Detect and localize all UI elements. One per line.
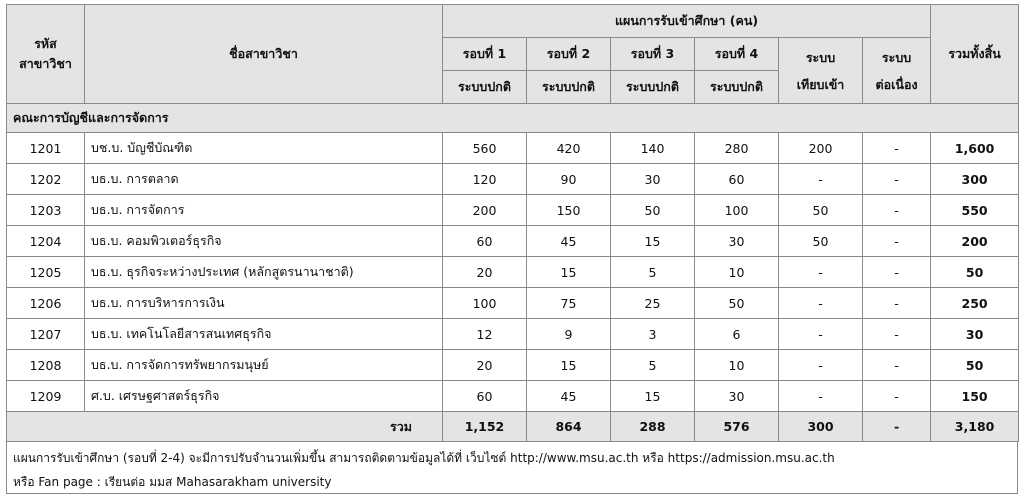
row-round-2: 420: [527, 133, 611, 164]
row-name: ศ.บ. เศรษฐศาสตร์ธุรกิจ: [85, 381, 443, 412]
header-code-line2: สาขาวิชา: [19, 56, 72, 71]
row-round-1: 100: [443, 288, 527, 319]
row-continuing: -: [863, 133, 931, 164]
row-round-4: 6: [695, 319, 779, 350]
header-round-2: รอบที่ 2: [527, 38, 611, 71]
row-round-3: 3: [611, 319, 695, 350]
header-plan: แผนการรับเข้าศึกษา (คน): [443, 5, 931, 38]
row-round-2: 90: [527, 164, 611, 195]
row-continuing: -: [863, 350, 931, 381]
row-continuing: -: [863, 164, 931, 195]
header-transfer-bottom: เทียบเข้า: [796, 76, 845, 92]
sum-label: รวม: [7, 412, 443, 442]
table-row: [7, 226, 1019, 257]
table-row: [7, 133, 1019, 164]
row-round-3: 5: [611, 257, 695, 288]
header-continuing-top: ระบบ: [881, 49, 912, 65]
sum-round-4: 576: [695, 412, 779, 442]
row-total: 30: [931, 319, 1019, 350]
row-name: บธ.บ. ธุรกิจระหว่างประเทศ (หลักสูตรนานาชาติ): [85, 257, 443, 288]
header-round-3-system: ระบบปกติ: [611, 71, 695, 104]
row-round-1: 120: [443, 164, 527, 195]
sum-total: 3,180: [931, 412, 1019, 442]
row-round-2: 150: [527, 195, 611, 226]
header-continuing-bottom: ต่อเนื่อง: [875, 76, 918, 92]
row-round-4: 30: [695, 381, 779, 412]
header-transfer: [779, 38, 863, 104]
sum-round-1: 1,152: [443, 412, 527, 442]
header-transfer-top: ระบบ: [805, 49, 836, 65]
row-transfer: 50: [779, 195, 863, 226]
row-round-1: 200: [443, 195, 527, 226]
table-row: [7, 195, 1019, 226]
table-body: [7, 133, 1019, 412]
row-code: 1206: [7, 288, 85, 319]
table-row: [7, 257, 1019, 288]
header-round-1: รอบที่ 1: [443, 38, 527, 71]
row-continuing: -: [863, 257, 931, 288]
row-round-1: 20: [443, 350, 527, 381]
row-round-3: 50: [611, 195, 695, 226]
row-transfer: -: [779, 319, 863, 350]
row-total: 50: [931, 350, 1019, 381]
row-round-1: 20: [443, 257, 527, 288]
header-code-line1: รหัส: [34, 36, 57, 51]
row-round-4: 100: [695, 195, 779, 226]
row-name: บธ.บ. การจัดการ: [85, 195, 443, 226]
row-round-2: 15: [527, 350, 611, 381]
row-transfer: -: [779, 257, 863, 288]
row-code: 1201: [7, 133, 85, 164]
row-round-3: 25: [611, 288, 695, 319]
row-round-4: 60: [695, 164, 779, 195]
header-name: ชื่อสาขาวิชา: [85, 5, 443, 104]
row-round-4: 10: [695, 350, 779, 381]
row-total: 550: [931, 195, 1019, 226]
row-round-1: 560: [443, 133, 527, 164]
row-round-2: 45: [527, 381, 611, 412]
sum-transfer: 300: [779, 412, 863, 442]
table-row: [7, 350, 1019, 381]
row-code: 1205: [7, 257, 85, 288]
row-continuing: -: [863, 195, 931, 226]
header-round-4-system: ระบบปกติ: [695, 71, 779, 104]
row-round-2: 15: [527, 257, 611, 288]
header-round-3: รอบที่ 3: [611, 38, 695, 71]
footnote: [6, 442, 1018, 494]
row-total: 300: [931, 164, 1019, 195]
row-code: 1203: [7, 195, 85, 226]
row-round-3: 140: [611, 133, 695, 164]
row-total: 200: [931, 226, 1019, 257]
row-code: 1209: [7, 381, 85, 412]
row-total: 50: [931, 257, 1019, 288]
row-round-4: 280: [695, 133, 779, 164]
row-round-1: 60: [443, 226, 527, 257]
table-row: [7, 164, 1019, 195]
row-round-3: 30: [611, 164, 695, 195]
row-continuing: -: [863, 319, 931, 350]
row-round-2: 75: [527, 288, 611, 319]
row-total: 250: [931, 288, 1019, 319]
row-round-3: 5: [611, 350, 695, 381]
sum-round-2: 864: [527, 412, 611, 442]
admission-plan-table: [6, 4, 1019, 442]
row-transfer: -: [779, 350, 863, 381]
row-continuing: -: [863, 381, 931, 412]
row-total: 150: [931, 381, 1019, 412]
row-code: 1204: [7, 226, 85, 257]
footnote-line-1: แผนการรับเข้าศึกษา (รอบที่ 2-4) จะมีการปรับจำนวนเพิ่มขึ้น สามารถติดตามข้อมูลได้ที่ เว็บไซต์ http://www.msu.ac.th หรือ https://admission.msu.ac.th: [13, 451, 835, 465]
row-code: 1208: [7, 350, 85, 381]
section-title: คณะการบัญชีและการจัดการ: [7, 104, 1019, 133]
row-code: 1202: [7, 164, 85, 195]
row-round-2: 9: [527, 319, 611, 350]
row-name: บธ.บ. การตลาด: [85, 164, 443, 195]
row-round-3: 15: [611, 381, 695, 412]
table-row: [7, 319, 1019, 350]
row-name: บธ.บ. การบริหารการเงิน: [85, 288, 443, 319]
row-name: บธ.บ. คอมพิวเตอร์ธุรกิจ: [85, 226, 443, 257]
sum-row: [7, 412, 1019, 442]
section-row: [7, 104, 1019, 133]
row-name: บธ.บ. เทคโนโลยีสารสนเทศธุรกิจ: [85, 319, 443, 350]
row-code: 1207: [7, 319, 85, 350]
row-name: บช.บ. บัญชีบัณฑิต: [85, 133, 443, 164]
row-transfer: -: [779, 164, 863, 195]
header-round-4: รอบที่ 4: [695, 38, 779, 71]
row-round-3: 15: [611, 226, 695, 257]
row-continuing: -: [863, 226, 931, 257]
row-transfer: -: [779, 288, 863, 319]
row-transfer: 50: [779, 226, 863, 257]
header-round-2-system: ระบบปกติ: [527, 71, 611, 104]
header-code: [7, 5, 85, 104]
row-transfer: 200: [779, 133, 863, 164]
table-header: [7, 5, 1019, 104]
row-round-4: 30: [695, 226, 779, 257]
header-total: รวมทั้งสิ้น: [931, 5, 1019, 104]
row-round-1: 12: [443, 319, 527, 350]
row-continuing: -: [863, 288, 931, 319]
sum-continuing: -: [863, 412, 931, 442]
row-round-2: 45: [527, 226, 611, 257]
row-total: 1,600: [931, 133, 1019, 164]
table-row: [7, 288, 1019, 319]
header-continuing: [863, 38, 931, 104]
header-round-1-system: ระบบปกติ: [443, 71, 527, 104]
row-round-4: 10: [695, 257, 779, 288]
row-transfer: -: [779, 381, 863, 412]
footnote-line-2: หรือ Fan page : เรียนต่อ มมส Mahasarakham university: [13, 475, 332, 489]
row-round-1: 60: [443, 381, 527, 412]
admission-plan-table-container: [6, 4, 1018, 494]
row-round-4: 50: [695, 288, 779, 319]
table-row: [7, 381, 1019, 412]
row-name: บธ.บ. การจัดการทรัพยากรมนุษย์: [85, 350, 443, 381]
sum-round-3: 288: [611, 412, 695, 442]
